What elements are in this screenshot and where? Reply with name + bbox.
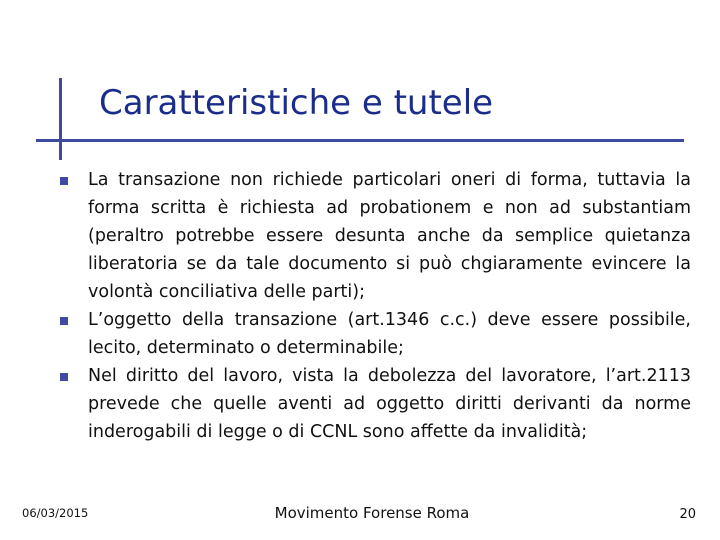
square-bullet-icon xyxy=(60,317,68,325)
footer-organization: Movimento Forense Roma xyxy=(274,504,470,522)
footer-date: 06/03/2015 xyxy=(22,506,89,520)
bullet-item xyxy=(88,166,691,306)
bullet-text: L’oggetto della transazione (art.1346 c.c.) deve essere possibile, lecito, determinato o determinabile; xyxy=(88,310,691,358)
slide-title: Caratteristiche e tutele xyxy=(99,83,494,123)
title-vertical-rule xyxy=(59,78,62,160)
page-number: 20 xyxy=(679,507,696,522)
square-bullet-icon xyxy=(60,373,68,381)
bullet-item xyxy=(88,362,691,446)
title-horizontal-rule xyxy=(36,139,684,142)
bullet-item xyxy=(88,306,691,362)
square-bullet-icon xyxy=(60,177,68,185)
bullet-text: La transazione non richiede particolari oneri di forma, tuttavia la forma scritta è richiesta ad probationem e non ad substantiam (peraltro potrebbe essere desunta anche da semplice quietanza liberatoria se da tale documento si può chgiaramente evincere la volontà conciliativa delle parti); xyxy=(88,170,691,302)
bullet-text: Nel diritto del lavoro, vista la debolezza del lavoratore, l’art.2113 prevede che quelle aventi ad oggetto diritti derivanti da norme inderogabili di legge o di CCNL sono affette da invalidità; xyxy=(88,366,691,442)
bullet-list xyxy=(88,166,691,446)
